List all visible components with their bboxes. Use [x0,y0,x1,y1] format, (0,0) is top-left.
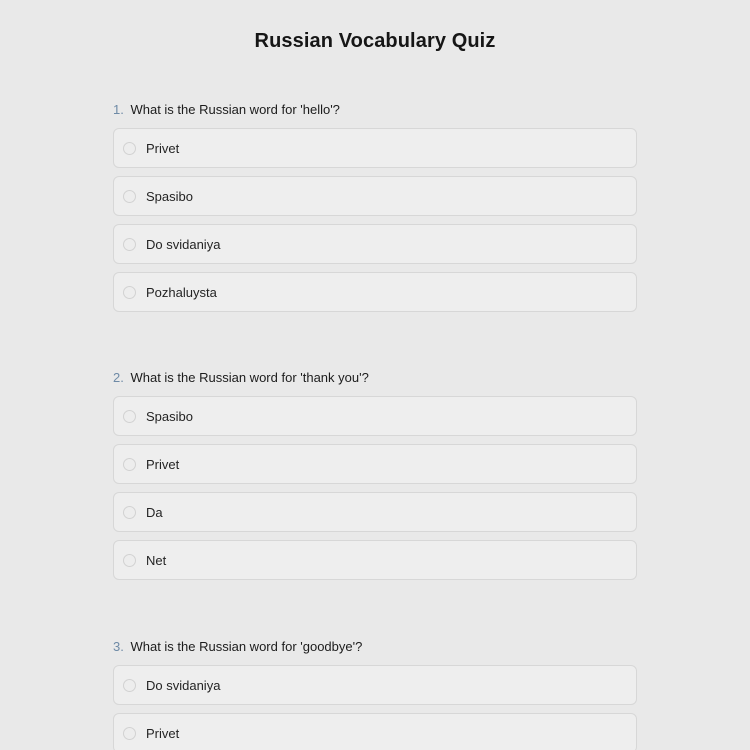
option-privet[interactable] [113,128,637,168]
option-label: Privet [146,725,180,741]
option-label: Spasibo [146,188,193,204]
question-3 [113,638,637,750]
option-label: Privet [146,140,180,156]
radio-button[interactable] [123,727,136,740]
option-spasibo[interactable] [113,396,637,436]
question-label: What is the Russian word for 'thank you'? [130,370,369,385]
option-spasibo[interactable] [113,176,637,216]
question-number: 2. [113,370,124,385]
option-label: Do svidaniya [146,236,221,252]
option-label: Privet [146,456,180,472]
option-label: Net [146,552,167,568]
question-number: 3. [113,639,124,654]
question-2 [113,369,637,588]
radio-button[interactable] [123,142,136,155]
option-pozhaluysta[interactable] [113,272,637,312]
question-text [113,638,637,656]
radio-button[interactable] [123,679,136,692]
option-label: Da [146,504,163,520]
question-text [113,369,637,387]
option-label: Do svidaniya [146,677,221,693]
question-number: 1. [113,102,124,117]
option-privet[interactable] [113,713,637,750]
option-da[interactable] [113,492,637,532]
question-1 [113,101,637,320]
option-do-svidaniya[interactable] [113,224,637,264]
radio-button[interactable] [123,410,136,423]
option-do-svidaniya[interactable] [113,665,637,705]
radio-button[interactable] [123,554,136,567]
radio-button[interactable] [123,286,136,299]
option-label: Pozhaluysta [146,284,217,300]
option-privet[interactable] [113,444,637,484]
option-net[interactable] [113,540,637,580]
option-label: Spasibo [146,408,193,424]
page-title: Russian Vocabulary Quiz [254,30,496,52]
question-label: What is the Russian word for 'hello'? [130,102,340,117]
radio-button[interactable] [123,506,136,519]
radio-button[interactable] [123,458,136,471]
question-text [113,101,637,119]
radio-button[interactable] [123,238,136,251]
radio-button[interactable] [123,190,136,203]
question-label: What is the Russian word for 'goodbye'? [130,639,363,654]
